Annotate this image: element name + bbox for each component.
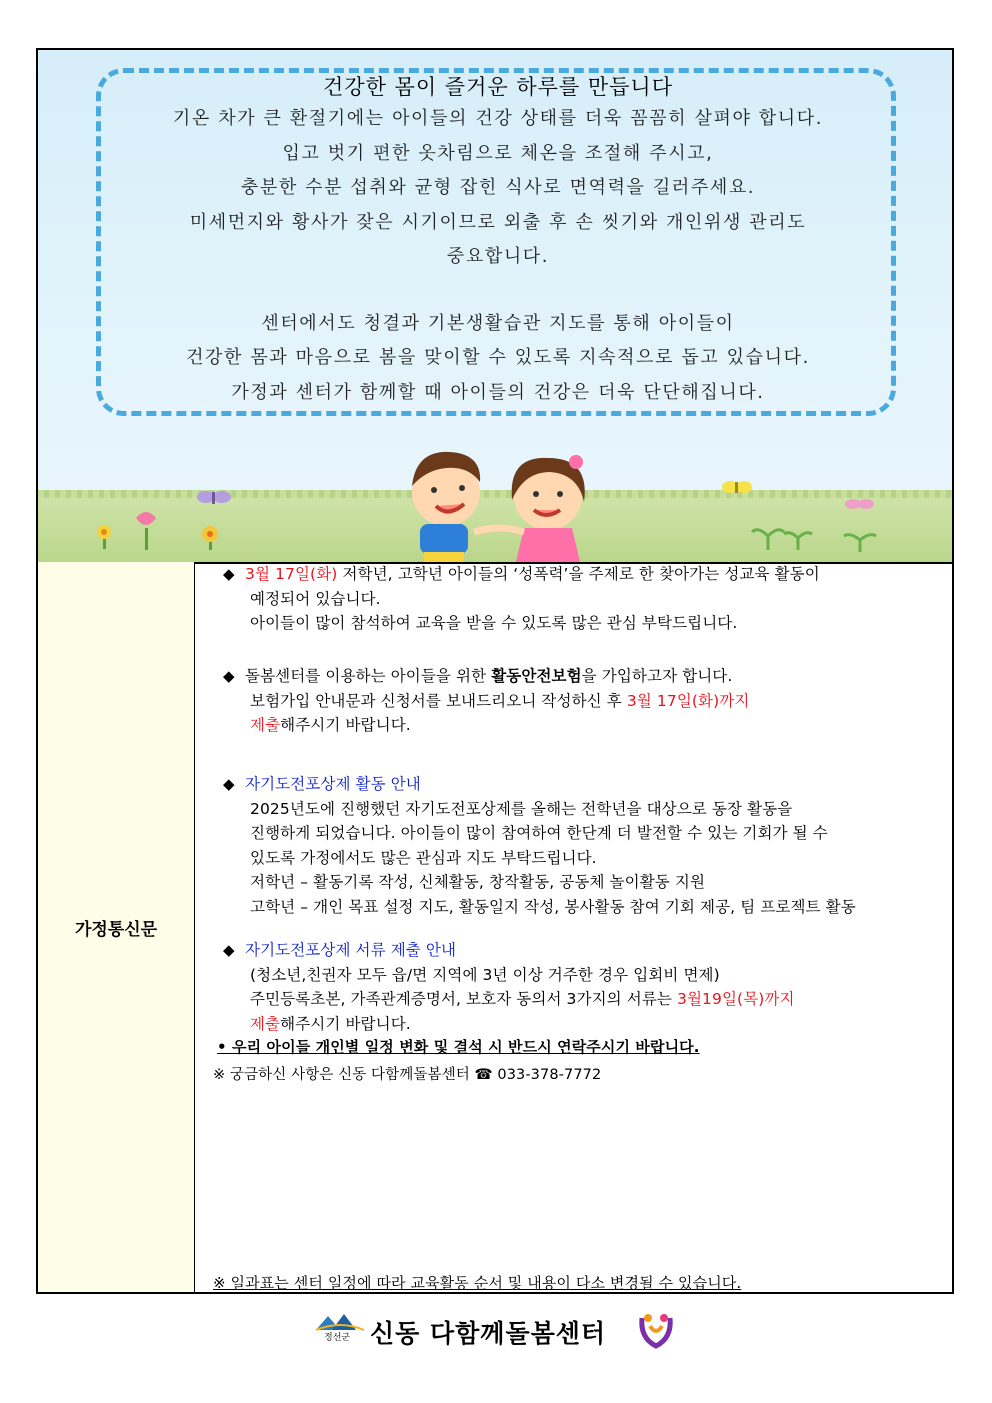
diamond-bullet-icon: ◆ bbox=[223, 941, 235, 959]
item-text: 해주시기 바랍니다. bbox=[280, 716, 411, 734]
banner-line: 중요합니다. bbox=[446, 246, 550, 267]
schedule-footnote: ※ 일과표는 센터 일정에 따라 교육활동 순서 및 내용이 다소 변경될 수 있습니다. bbox=[213, 1274, 742, 1292]
banner-line: 입고 벗기 편한 옷차림으로 체온을 조절해 주시고, bbox=[282, 142, 714, 164]
contact-info: ※ 궁금하신 사항은 신동 다함께돌봄센터 ☎ 033-378-7772 bbox=[213, 1067, 602, 1083]
county-mountain-icon bbox=[312, 1312, 368, 1332]
newsletter-frame bbox=[36, 48, 954, 1294]
notice-item-insurance bbox=[223, 664, 749, 738]
insurance-name: 활동안전보험 bbox=[491, 667, 582, 685]
event-date: 3월 17일(화) bbox=[245, 565, 338, 583]
item-text: (청소년,친권자 모두 읍/면 지역에 3년 이상 거주한 경우 입회비 면제) bbox=[250, 965, 720, 984]
item-text: 있도록 가정에서도 많은 관심과 지도 부탁드립니다. bbox=[250, 848, 597, 867]
notice-table bbox=[38, 562, 952, 1292]
banner-line: 건강한 몸과 마음으로 봄을 맞이할 수 있도록 지속적으로 돕고 있습니다. bbox=[186, 347, 810, 368]
deadline-date: 3월19일(목)까지 bbox=[677, 990, 795, 1008]
health-banner bbox=[38, 50, 952, 564]
diamond-bullet-icon: ◆ bbox=[223, 775, 235, 793]
section-label-cell bbox=[38, 562, 195, 1292]
deadline-date: 3월 17일(화)까지 bbox=[626, 691, 750, 710]
banner-title: 건강한 몸이 즐거운 하루를 만듭니다 bbox=[323, 75, 673, 99]
county-name: 정선군 bbox=[324, 1333, 351, 1343]
banner-message bbox=[98, 70, 898, 410]
section-content-cell bbox=[195, 562, 952, 1292]
girl-figure bbox=[474, 455, 585, 562]
item-heading: 자기도전포상제 서류 제출 안내 bbox=[245, 941, 457, 959]
notice-item-education bbox=[223, 562, 820, 636]
diamond-bullet-icon: ◆ bbox=[223, 565, 235, 583]
notice-item-challenge bbox=[223, 772, 856, 919]
sprout-icon bbox=[752, 530, 876, 552]
item-heading: 자기도전포상제 활동 안내 bbox=[245, 775, 421, 793]
butterfly-icon bbox=[197, 491, 231, 504]
banner-line: 미세먼지와 황사가 잦은 시기이므로 외출 후 손 씻기와 개인위생 관리도 bbox=[189, 211, 807, 233]
center-footer bbox=[0, 1308, 992, 1354]
boy-figure bbox=[412, 452, 480, 562]
flower-icon bbox=[202, 526, 218, 550]
banner-line: 기온 차가 큰 환절기에는 아이들의 건강 상태를 더욱 꼼꼼히 살펴야 합니다. bbox=[172, 108, 824, 129]
section-label: 가정통신문 bbox=[74, 919, 158, 940]
children-illustration bbox=[38, 420, 952, 562]
banner-line: 충분한 수분 섭취와 균형 잡힌 식사로 면역력을 길러주세요. bbox=[240, 177, 756, 198]
butterfly-icon bbox=[845, 499, 874, 509]
notice-item-documents bbox=[223, 938, 795, 1036]
item-text: 예정되어 있습니다. bbox=[250, 589, 381, 608]
item-text: 저학년 – 활동기록 작성, 신체활동, 창작활동, 공동체 놀이활동 지원 bbox=[250, 873, 706, 891]
item-text: 고학년 – 개인 목표 설정 지도, 활동일지 작성, 봉사활동 참여 기회 제공, 팀 프로젝트 활동 bbox=[250, 897, 856, 916]
item-text: 을 가입하고자 합니다. bbox=[581, 667, 733, 685]
item-text: 주민등록초본, 가족관계증명서, 보호자 동의서 3가지의 서류는 bbox=[250, 990, 678, 1008]
county-logo bbox=[312, 1312, 368, 1350]
banner-line: 가정과 센터가 함께할 때 아이들의 건강은 더욱 단단해집니다. bbox=[231, 381, 765, 403]
item-text: 저학년, 고학년 아이들의 ‘성폭력’을 주제로 한 찾아가는 성교육 활동이 bbox=[337, 565, 820, 583]
diamond-bullet-icon: ◆ bbox=[223, 667, 235, 685]
item-text: 2025년도에 진행했던 자기도전포상제를 올해는 전학년을 대상으로 동장 활동을 bbox=[250, 799, 793, 818]
item-text: 해주시기 바랍니다. bbox=[280, 1014, 411, 1033]
flower-icon bbox=[136, 512, 156, 550]
flower-icon bbox=[97, 525, 111, 549]
item-text: 진행하게 되었습니다. 아이들이 많이 참여하여 한단계 더 발전할 수 있는 기회가 될 수 bbox=[250, 824, 828, 842]
attendance-notice: • 우리 아이들 개인별 일정 변화 및 결석 시 반드시 연락주시기 바랍니다. bbox=[217, 1038, 700, 1056]
deadline-label: 제출 bbox=[250, 716, 281, 734]
butterfly-icon bbox=[722, 481, 752, 493]
banner-line: 센터에서도 청결과 기본생활습관 지도를 통해 아이들이 bbox=[261, 312, 735, 334]
center-name: 신동 다함께돌봄센터 bbox=[370, 1319, 607, 1348]
deadline-label: 제출 bbox=[250, 1014, 281, 1033]
item-text: 보험가입 안내문과 신청서를 보내드리오니 작성하신 후 bbox=[250, 691, 627, 710]
item-text: 아이들이 많이 참석하여 교육을 받을 수 있도록 많은 관심 부탁드립니다. bbox=[250, 614, 738, 632]
item-text: 돌봄센터를 이용하는 아이들을 위한 bbox=[245, 667, 492, 685]
center-heart-logo-icon bbox=[636, 1310, 676, 1350]
